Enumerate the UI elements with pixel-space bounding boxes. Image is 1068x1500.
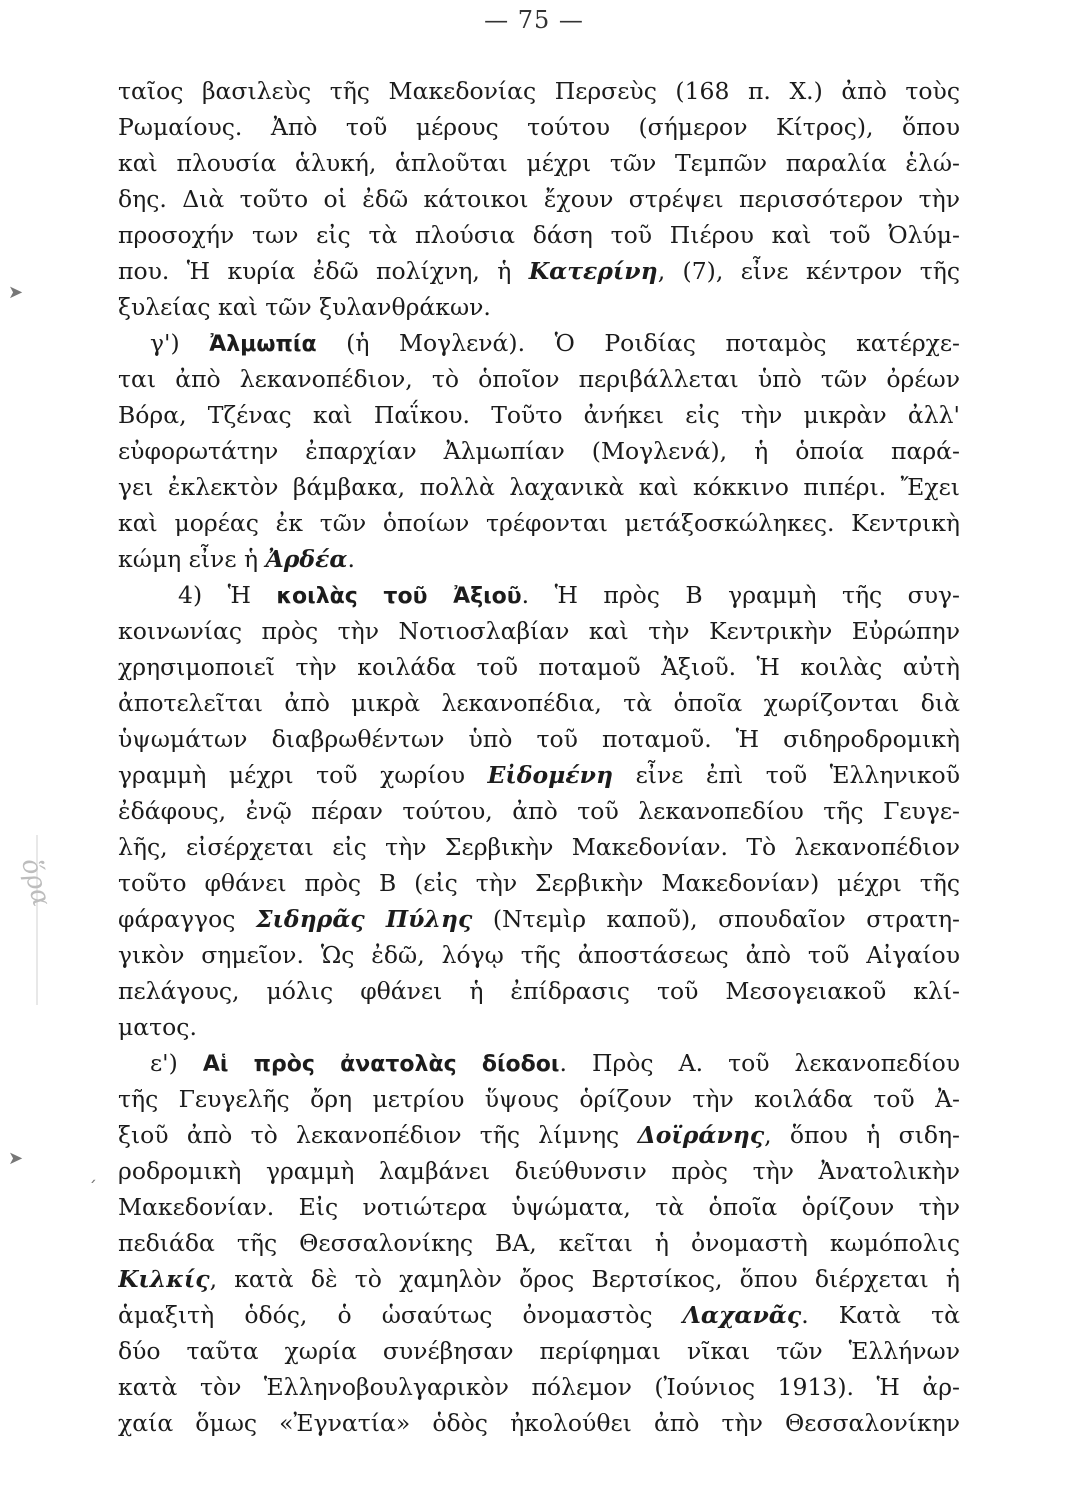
- text-segment: εὐφορωτάτην ἐπαρχίαν Ἀλμωπίαν (Μογλενά), ἡ ὁποία παρά-: [118, 437, 960, 465]
- text-segment: λῆς, εἰσέρχεται εἰς τὴν Σερβικὴν Μακεδονίαν. Τὸ λεκανοπέδιον: [118, 833, 960, 861]
- text-line: [118, 397, 960, 433]
- text-segment: κώμη εἶνε ἡ: [118, 545, 266, 573]
- text-segment: ταῖος βασιλεὺς τῆς Μακεδονίας Περσεὺς (168 π. Χ.) ἀπὸ τοὺς: [118, 77, 960, 105]
- text-line: [118, 541, 960, 577]
- text-segment: καὶ μορέας ἐκ τῶν ὁποίων τρέφονται μετάξοσκώληκες. Κεντρικὴ: [118, 509, 960, 537]
- text-segment: ε'): [150, 1049, 203, 1077]
- text-segment: . Πρὸς Α. τοῦ λεκανοπεδίου: [559, 1049, 960, 1077]
- text-segment: .: [347, 545, 355, 573]
- text-segment: Ρωμαίους. Ἀπὸ τοῦ μέρους τούτου (σήμερον Κίτρος), ὅπου: [118, 113, 960, 141]
- text-line: [150, 325, 960, 361]
- text-segment: κοινωνίας πρὸς τὴν Νοτιοσλαβίαν καὶ τὴν Κεντρικὴν Εὐρώπην: [118, 617, 960, 645]
- text-segment: ροδρομικὴ γραμμὴ λαμβάνει διεύθυνσιν πρὸς τὴν Ἀνατολικὴν: [118, 1157, 960, 1185]
- text-segment: , (7), εἶνε κέντρον τῆς: [657, 257, 960, 285]
- text-segment: πελάγους, μόλις φθάνει ἡ ἐπίδρασις τοῦ Μεσογειακοῦ κλί-: [118, 977, 960, 1005]
- text-line: [118, 1297, 960, 1333]
- text-line: [118, 721, 960, 757]
- text-segment: κατὰ τὸν Ἑλληνοβουλγαρικὸν πόλεμον (Ἰούνιος 1913). Ἡ ἀρ-: [118, 1373, 960, 1401]
- text-segment: γραμμὴ μέχρι τοῦ χωρίου: [118, 761, 488, 789]
- text-line: [118, 649, 960, 685]
- text-segment: ἁμαξιτὴ ὁδός, ὁ ὡσαύτως ὀνομαστὸς: [118, 1301, 683, 1329]
- text-segment: καὶ πλουσία ἁλυκή, ἁπλοῦται μέχρι τῶν Τεμπῶν παραλία ἑλώ-: [118, 149, 960, 177]
- text-line: [118, 181, 960, 217]
- text-line: [118, 433, 960, 469]
- text-line: [118, 361, 960, 397]
- text-line: [118, 289, 960, 325]
- text-segment: τῆς Γευγελῆς ὄρη μετρίου ὕψους ὁρίζουν τὴν κοιλάδα τοῦ Ἀ-: [118, 1085, 960, 1113]
- text-line: [150, 1045, 960, 1081]
- handwritten-annotation-text: ὅρα: [15, 855, 57, 910]
- place-name: Δοϊράνης: [637, 1121, 765, 1149]
- text-segment: ται ἀπὸ λεκανοπέδιον, τὸ ὁποῖον περιβάλλεται ὑπὸ τῶν ὀρέων: [118, 365, 960, 393]
- text-line: [118, 937, 960, 973]
- text-line: [118, 865, 960, 901]
- text-line: [118, 613, 960, 649]
- text-segment: 4) Ἡ: [178, 581, 277, 609]
- text-segment: δης. Διὰ τοῦτο οἱ ἐδῶ κάτοικοι ἔχουν στρέψει περισσότερον τὴν: [118, 185, 960, 213]
- text-line: [118, 1261, 960, 1297]
- text-segment: γ'): [150, 329, 210, 357]
- text-line: [118, 1009, 960, 1045]
- text-segment: φάραγγος: [118, 905, 256, 933]
- text-line: [118, 73, 960, 109]
- text-line: [118, 1153, 960, 1189]
- text-line: [118, 1189, 960, 1225]
- section-heading: Αἱ πρὸς ἀνατολὰς δίοδοι: [202, 1052, 560, 1077]
- place-name: Κατερίνη: [528, 257, 658, 285]
- place-name: Λαχανᾶς: [682, 1301, 802, 1329]
- text-line: [118, 1117, 960, 1153]
- text-segment: . Κατὰ τὰ: [801, 1301, 960, 1329]
- text-segment: (ἡ Μογλενά). Ὁ Ροιδίας ποταμὸς κατέρχε-: [316, 329, 960, 357]
- text-line: [118, 757, 960, 793]
- place-name: Ἀρδέα: [265, 545, 348, 573]
- place-name: Σιδηρᾶς Πύλης: [255, 905, 473, 933]
- text-line: [118, 973, 960, 1009]
- text-segment: γει ἐκλεκτὸν βάμβακα, πολλὰ λαχανικὰ καὶ κόκκινο πιπέρι. Ἔχει: [118, 473, 960, 501]
- text-line: [118, 829, 960, 865]
- text-segment: , κατὰ δὲ τὸ χαμηλὸν ὄρος Βερτσίκος, ὅπου διέρχεται ἡ: [209, 1265, 960, 1293]
- text-segment: Βόρα, Τζένας καὶ Παΐκου. Τοῦτο ἀνήκει εἰς τὴν μικρὰν ἀλλ': [118, 401, 960, 429]
- margin-arrow-mark: ➤: [8, 282, 24, 303]
- section-heading: κοιλὰς τοῦ Ἀξιοῦ: [276, 584, 522, 609]
- text-segment: που. Ἡ κυρία ἐδῶ πολίχνη, ἡ: [118, 257, 529, 285]
- text-line: [118, 793, 960, 829]
- margin-tick-mark: ˊ: [88, 1178, 97, 1199]
- text-segment: προσοχήν των εἰς τὰ πλούσια δάση τοῦ Πιέρου καὶ τοῦ Ὀλύμ-: [118, 221, 960, 249]
- page-number: — 75 —: [484, 6, 584, 34]
- text-segment: ἐδάφους, ἐνῷ πέραν τούτου, ἀπὸ τοῦ λεκανοπεδίου τῆς Γευγε-: [118, 797, 960, 825]
- text-segment: Μακεδονίαν. Εἰς νοτιώτερα ὑψώματα, τὰ ὁποῖα ὁρίζουν τὴν: [118, 1193, 960, 1221]
- text-line: [118, 109, 960, 145]
- section-heading: Ἀλμωπία: [209, 332, 317, 357]
- place-name: Κιλκίς: [118, 1265, 210, 1293]
- text-line: [118, 1225, 960, 1261]
- text-line: [118, 685, 960, 721]
- text-segment: (Ντεμὶρ καποῦ), σπουδαῖον στρατη-: [472, 905, 960, 933]
- text-line: [118, 145, 960, 181]
- text-line: [118, 1333, 960, 1369]
- text-line: [118, 1081, 960, 1117]
- text-line: [178, 577, 960, 613]
- text-segment: χαία ὅμως «Ἐγνατία» ὁδὸς ἠκολούθει ἀπὸ τὴν Θεσσαλονίκην: [118, 1409, 960, 1437]
- text-segment: τοῦτο φθάνει πρὸς Β (εἰς τὴν Σερβικὴν Μακεδονίαν) μέχρι τῆς: [118, 869, 960, 897]
- text-segment: ξυλείας καὶ τῶν ξυλανθράκων.: [118, 293, 491, 321]
- place-name: Εἰδομένη: [487, 761, 614, 789]
- margin-arrow-mark: ➤: [8, 1148, 24, 1169]
- text-line: [118, 469, 960, 505]
- text-segment: πεδιάδα τῆς Θεσσαλονίκης ΒΑ, κεῖται ἡ ὀνομαστὴ κωμόπολις: [118, 1229, 960, 1257]
- text-line: [118, 1405, 960, 1441]
- text-segment: εἶνε ἐπὶ τοῦ Ἑλληνικοῦ: [613, 761, 960, 789]
- text-segment: , ὅπου ἡ σιδη-: [764, 1121, 960, 1149]
- text-line: [118, 253, 960, 289]
- text-line: [118, 901, 960, 937]
- text-segment: δύο ταῦτα χωρία συνέβησαν περίφημαι νῖκαι τῶν Ἑλλήνων: [118, 1337, 960, 1365]
- text-segment: . Ἡ πρὸς Β γραμμὴ τῆς συγ-: [521, 581, 960, 609]
- text-segment: ξιοῦ ἀπὸ τὸ λεκανοπέδιον τῆς λίμνης: [118, 1121, 638, 1149]
- text-segment: ματος.: [118, 1013, 197, 1041]
- text-segment: γικὸν σημεῖον. Ὡς ἐδῶ, λόγῳ τῆς ἀποστάσεως ἀπὸ τοῦ Αἰγαίου: [118, 941, 960, 969]
- text-segment: χρησιμοποιεῖ τὴν κοιλάδα τοῦ ποταμοῦ Ἀξιοῦ. Ἡ κοιλὰς αὐτὴ: [118, 653, 960, 681]
- text-segment: ἀποτελεῖται ἀπὸ μικρὰ λεκανοπέδια, τὰ ὁποῖα χωρίζονται διὰ: [118, 689, 960, 717]
- text-line: [118, 505, 960, 541]
- text-line: [118, 1369, 960, 1405]
- text-segment: ὑψωμάτων διαβρωθέντων ὑπὸ τοῦ ποταμοῦ. Ἡ σιδηροδρομικὴ: [118, 725, 960, 753]
- text-line: [118, 217, 960, 253]
